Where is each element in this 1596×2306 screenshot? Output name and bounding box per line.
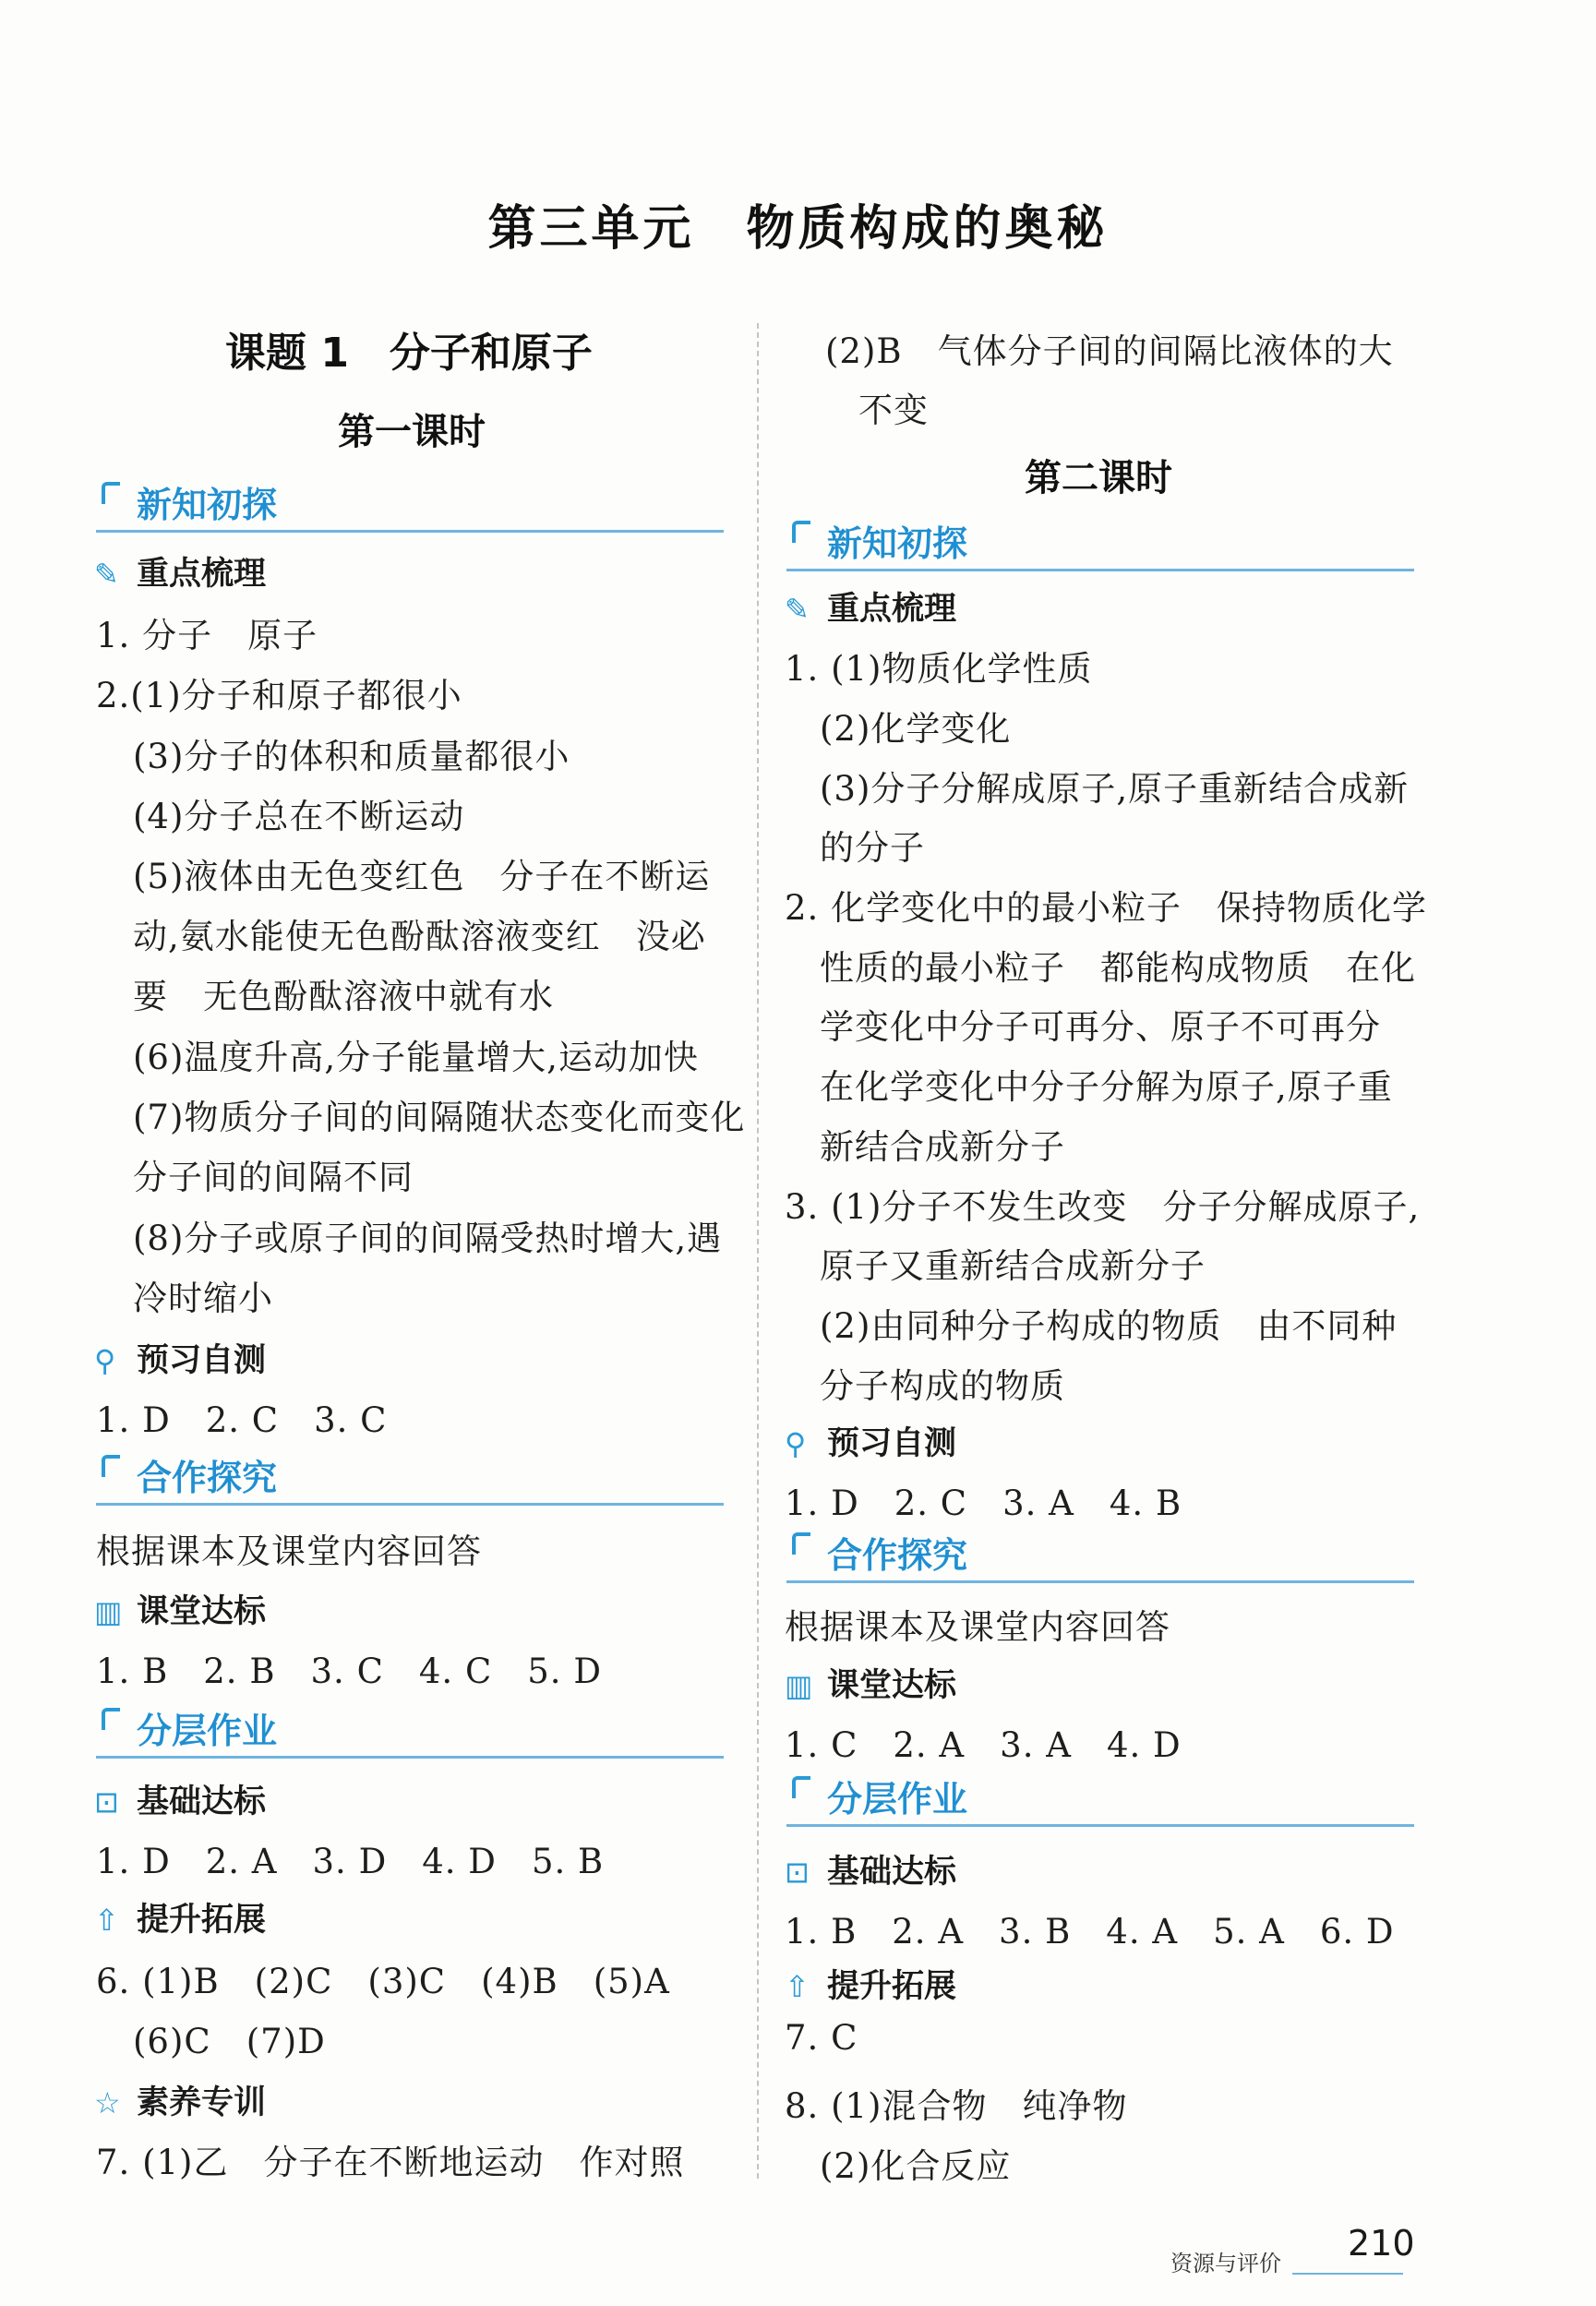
subsection-key-points: ✎ 重点梳理 [94,556,267,593]
open-book-icon: ▥ [94,1594,123,1629]
answer-line: (2)由同种分子构成的物质 由不同种 [820,1306,1398,1346]
answer-line: 1. C 2. A 3. A 4. D [785,1725,1182,1765]
answer-line: 学变化中分子可再分、原子不可再分 [820,1007,1381,1047]
answer-line: 1. (1)物质化学性质 [785,649,1093,689]
section-marker-icon [102,1455,120,1477]
up-arrow-icon: ⇧ [94,1903,119,1938]
subsection-class-goals: ▥ 课堂达标 [94,1593,267,1630]
section-label: 合作探究 [827,1535,968,1576]
answer-line: 1. D 2. A 3. D 4. D 5. B [96,1842,605,1881]
pen-icon: ✎ [94,557,119,592]
subsection-class-goals: ▥ 课堂达标 [785,1667,957,1704]
answer-line: 2.(1)分子和原子都很小 [96,676,462,715]
pen-icon: ✎ [785,592,810,627]
section-marker-icon [102,1708,120,1730]
section-label: 新知初探 [137,485,278,525]
answer-line: (4)分子总在不断运动 [133,797,465,836]
answer-line: 分子间的间隔不同 [133,1158,414,1197]
answer-line: (2)化学变化 [820,709,1012,749]
section-marker-icon [792,1776,810,1798]
answer-line: 8. (1)混合物 纯净物 [785,2086,1128,2126]
answer-line: (7)物质分子间的间隔随状态变化而变化 [133,1098,746,1137]
answer-line: 新结合成新分子 [820,1127,1065,1167]
section-label: 分层作业 [137,1711,278,1751]
section-marker-icon [792,1532,810,1555]
section-label: 合作探究 [137,1458,278,1498]
answer-line: 7. C [785,2018,858,2058]
answer-line: (3)分子分解成原子,原子重新结合成新 [820,769,1410,809]
subsection-basic: ⊡ 基础达标 [94,1784,267,1820]
answer-line: 1. D 2. C 3. C [96,1400,388,1440]
answer-line: (2)B 气体分子间的间隔比液体的大 [825,331,1394,371]
answer-line: 6. (1)B (2)C (3)C (4)B (5)A [96,1962,670,2001]
period-title-1: 第一课时 [338,411,486,453]
subsection-preview-test: ⚲ 预习自测 [94,1342,267,1379]
answer-line: (6)温度升高,分子能量增大,运动加快 [133,1038,699,1077]
answer-line: (2)化合反应 [820,2146,1012,2186]
section-label: 分层作业 [827,1779,968,1820]
section-marker-icon [102,482,120,504]
up-arrow-icon: ⇧ [785,1969,810,2004]
location-pin-icon: ⚲ [785,1426,807,1461]
answer-line: (6)C (7)D [133,2022,326,2061]
section-cooperation [96,1446,724,1506]
section-homework [786,1767,1414,1827]
subsection-preview-test: ⚲ 预习自测 [785,1425,957,1462]
subsection-key-points: ✎ 重点梳理 [785,591,957,628]
subsection-improve: ⇧ 提升拓展 [785,1968,957,2005]
answer-line: (5)液体由无色变红色 分子在不断运 [133,857,711,896]
answer-line: (8)分子或原子间的间隔受热时增大,遇 [133,1219,723,1258]
answer-line: 2. 化学变化中的最小粒子 保持物质化学 [785,888,1428,928]
answer-line: 冷时缩小 [133,1279,273,1318]
period-title-2: 第二课时 [1025,457,1172,499]
section-marker-icon [792,521,810,543]
subsection-literacy: ☆ 素养专训 [94,2084,267,2121]
page-number: 210 [1348,2223,1415,2264]
section-cooperation [786,1523,1414,1583]
answer-line: 要 无色酚酞溶液中就有水 [133,977,554,1016]
answer-line: 1. B 2. B 3. C 4. C 5. D [96,1651,602,1691]
column-divider [757,323,759,2179]
answer-line: 根据课本及课堂内容回答 [785,1607,1170,1647]
section-new-knowledge [786,511,1414,571]
answer-line: 在化学变化中分子分解为原子,原子重 [820,1067,1393,1107]
footer-label: 资源与评价 [1170,2251,1281,2276]
open-book-icon: ▥ [785,1668,813,1703]
section-label: 新知初探 [827,523,968,564]
answer-line: 1. 分子 原子 [96,616,318,655]
unit-title: 第三单元 物质构成的奥秘 [487,201,1109,257]
answer-line: 1. D 2. C 3. A 4. B [785,1483,1182,1523]
answer-line: 1. B 2. A 3. B 4. A 5. A 6. D [785,1912,1395,1952]
section-homework [96,1699,724,1759]
footer-rule [1292,2273,1403,2275]
answer-line: 不变 [858,390,929,430]
answer-line: 根据课本及课堂内容回答 [96,1531,482,1571]
answer-line: 3. (1)分子不发生改变 分子分解成原子, [785,1187,1421,1227]
subsection-basic: ⊡ 基础达标 [785,1854,957,1891]
answer-line: 原子又重新结合成新分子 [820,1246,1206,1286]
answer-line: 的分子 [820,828,925,868]
location-pin-icon: ⚲ [94,1343,116,1378]
subsection-improve: ⇧ 提升拓展 [94,1902,267,1939]
lock-icon: ⊡ [785,1855,810,1890]
star-icon: ☆ [94,2085,121,2120]
answer-line: 分子构成的物质 [820,1366,1065,1406]
answer-line: 动,氨水能使无色酚酞溶液变红 没必 [133,917,706,956]
answer-line: 7. (1)乙 分子在不断地运动 作对照 [96,2143,685,2182]
answer-line: 性质的最小粒子 都能构成物质 在化 [820,948,1416,988]
lesson-title: 课题 1 分子和原子 [225,330,593,377]
section-new-knowledge [96,473,724,533]
answer-line: (3)分子的体积和质量都很小 [133,737,570,776]
lock-icon: ⊡ [94,1784,119,1820]
